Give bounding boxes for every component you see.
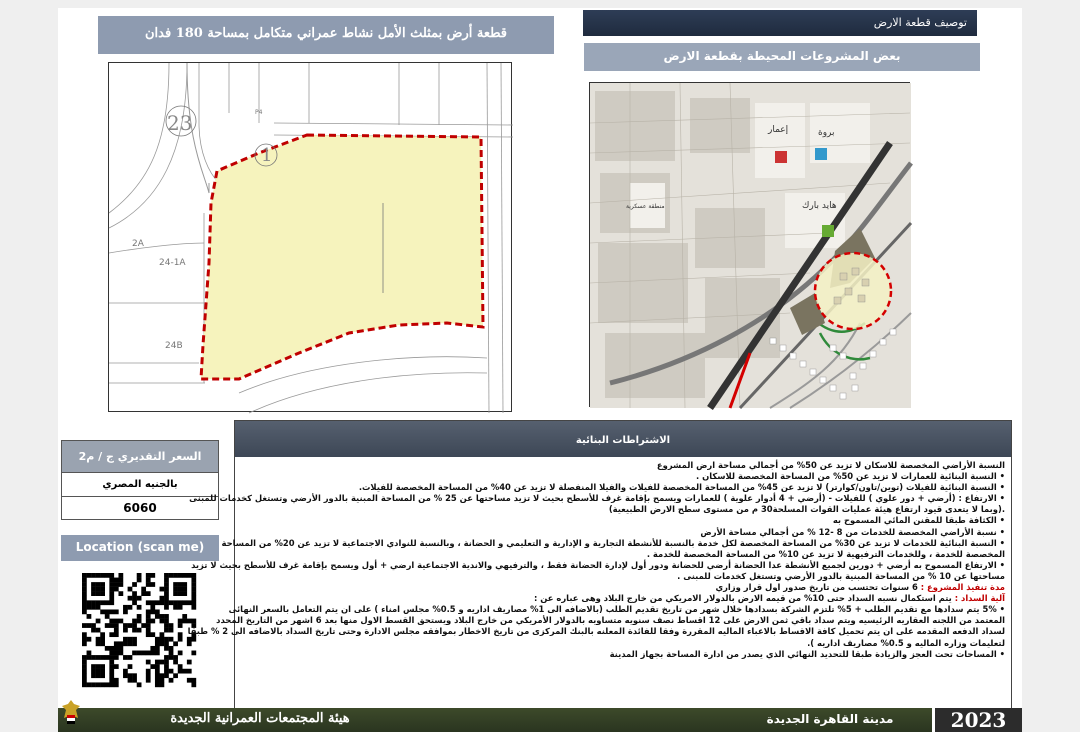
condition-line: • النسبة البنائية للفيلات (توين/تاون/كوارتر) لا تزيد عن 45% من المساحة المخصصة للفيلات والفيلا المنفصلة لا تزيد عن 40% من المساحة المخصصة للفيلات. (358, 482, 1005, 493)
payment-line (241, 593, 1005, 604)
payment-text: يتم استكمال نسبه السداد حتى 10% من قيمه الارض بالدولار الامريكي من خارج البلاد وهى عباره عن : (533, 593, 952, 604)
payment-detail-line: لتعليمات وزاره الماليه و 0.5% مصاريف اداريه ). (807, 637, 1005, 648)
condition-line: • النسبة البنائية للعمارات لا تزيد عن 50% من المساحة المخصصة للاسكان . (696, 471, 1005, 482)
building-conditions-panel (187, 420, 1012, 710)
map-label: منطقة عسكرية (626, 203, 665, 210)
plot-number-label: 23 (167, 111, 193, 135)
surroundings-drawing (590, 83, 911, 408)
payment-detail-line: لسداد الدفعه المقدمه على ان يتم تحميل كافة الاقساط بالاعباء الماليه المقررة وفقا للفائدة المعلنه بالبنك المركزى من تاريخ الاخطار بموافقه مجلس الادارة وحتى تاريخ السداد بالاضافه الى 2 % طبقا (187, 626, 1005, 637)
section-tag: توصيف قطعة الارض (583, 10, 977, 36)
condition-line: • نسبة الأراضي المخصصة للخدمات من 8 -12 % من أجمالي مساحة الأرض (700, 526, 1005, 537)
location-label: Location (scan me) (61, 535, 219, 561)
condition-line: • الارتفاع المسموح به أرضي + دورين لجميع الأنشطة عدا الحضانة أرضي للحضانة ودور أول لإدارة الحضانة فقط ، والترفيهي والاندية الاجتماعية ارضي + أول ويسمح بإقامة غرف للأسطح بحيث لا تزيد (191, 559, 1005, 570)
location-qr-code[interactable] (82, 573, 196, 687)
footer-year: 2023 (932, 708, 1022, 732)
condition-line: النسبة الأراضي المخصصة للاسكان لا تزيد عن 50% من أجمالي مساحة ارض المشروع (656, 460, 1005, 470)
surroundings-map (589, 82, 910, 407)
plot-number-label: P4 (255, 109, 263, 116)
condition-line: .(وبما لا يتعدى قيود ارتفاع هيئة عمليات القوات المسلحة30 م من مستوى سطح الارض الطبيعية) (608, 504, 1005, 515)
payment-detail-line: • 5% يتم سدادها مع تقديم الطلب + 5% تلتزم الشركة بسدادها خلال شهر من تاريخ تقديم الطلب (بالاضافه الى 1% مصاريف اداريه و 0.5% مجلس امناء ) على ان يتم التعامل بالسعر النهائى (228, 604, 1005, 615)
condition-line: المخصصة للخدمة ، وللخدمات الترفيهية لا تزيد عن 10% من المساحة المخصصة للخدمة . (646, 548, 1005, 559)
plot-number-label: 2A (132, 239, 144, 249)
footer-city: مدينة القاهرة الجديدة (766, 712, 894, 726)
condition-line: • النسبة البنائية للخدمات لا تزيد عن 30% من المساحة المخصصة لكل خدمة بالنسبة للأنشطة التجارية و الإدارية و التعليمي و الحضانة ، وبالنسبة للنوادي الاجتماعية لا تزيد عن 20% من المساحة (221, 537, 1005, 548)
eagle-emblem-icon (60, 698, 82, 728)
payment-label: آلية السداد : (954, 593, 1005, 604)
price-header: السعر التقديري ج / م2 (62, 441, 218, 473)
payment-detail-line: • المساحات تحت العجز والزيادة طبقا للتحديد النهائي الذي يصدر من ادارة المساحة بجهاز المدينة (609, 648, 1005, 659)
duration-label: مدة تنفيذ المشروع : (920, 582, 1005, 593)
payment-detail-line: المعتمد من اللجنه العقاريه الرئيسيه ويتم سداد باقي ثمن الارض على 12 اقساط نصف سنويه متساويه بالدولار الأمريكي من خارج البلاد ويستحق القسط الاول منها بعد 6 اشهر من التاريخ المحدد (216, 615, 1005, 626)
map-label: هايد بارك (802, 201, 837, 211)
condition-line: • الارتفاع : (أرضي + دور علوي ) للفيلات - (أرضي + 4 أدوار علوية ) للعمارات ويسمح بإقامة غرف للأسطح بحيث لا تزيد مساحتها عن 25 % من المساحة المبنية بالدور الأرضي وتستغل كخدمات للمبنى (189, 493, 1005, 504)
footer-organization: هيئة المجتمعات العمرانية الجديدة (170, 711, 350, 726)
conditions-body (187, 457, 1011, 660)
map-label: بروة (818, 128, 835, 138)
plot-location-marker (815, 253, 891, 329)
price-currency: بالجنيه المصري (62, 473, 218, 497)
price-box (61, 440, 219, 520)
duration-text: 6 سنوات تحتسب من تاريخ صدور اول قرار وزاري (715, 582, 918, 593)
plot-number-label: 24-1A (159, 258, 186, 268)
plot-boundary (201, 135, 483, 379)
duration-line (241, 582, 1005, 593)
condition-line: مساحتها عن 10 % من المساحة المبنية بالدور الأرضي وتستغل كخدمات للمبنى . (677, 570, 1005, 581)
condition-line: • الكثافة طبقا للمقنن المائي المسموح به (832, 515, 1005, 526)
qr-code-icon (82, 573, 196, 687)
conditions-title: الاشتراطات البنائية (235, 421, 1011, 457)
site-plan-map (108, 62, 512, 412)
price-value: 6060 (123, 501, 157, 515)
surroundings-title: بعض المشروعات المحيطة بقطعة الارض (584, 43, 980, 71)
map-label: إعمار (768, 125, 789, 135)
plot-number-label: 1 (261, 145, 273, 166)
plot-title: قطعة أرض بمثلث الأمل نشاط عمراني متكامل بمساحة 180 فدان (98, 16, 554, 54)
plot-number-label: 24B (165, 341, 183, 351)
